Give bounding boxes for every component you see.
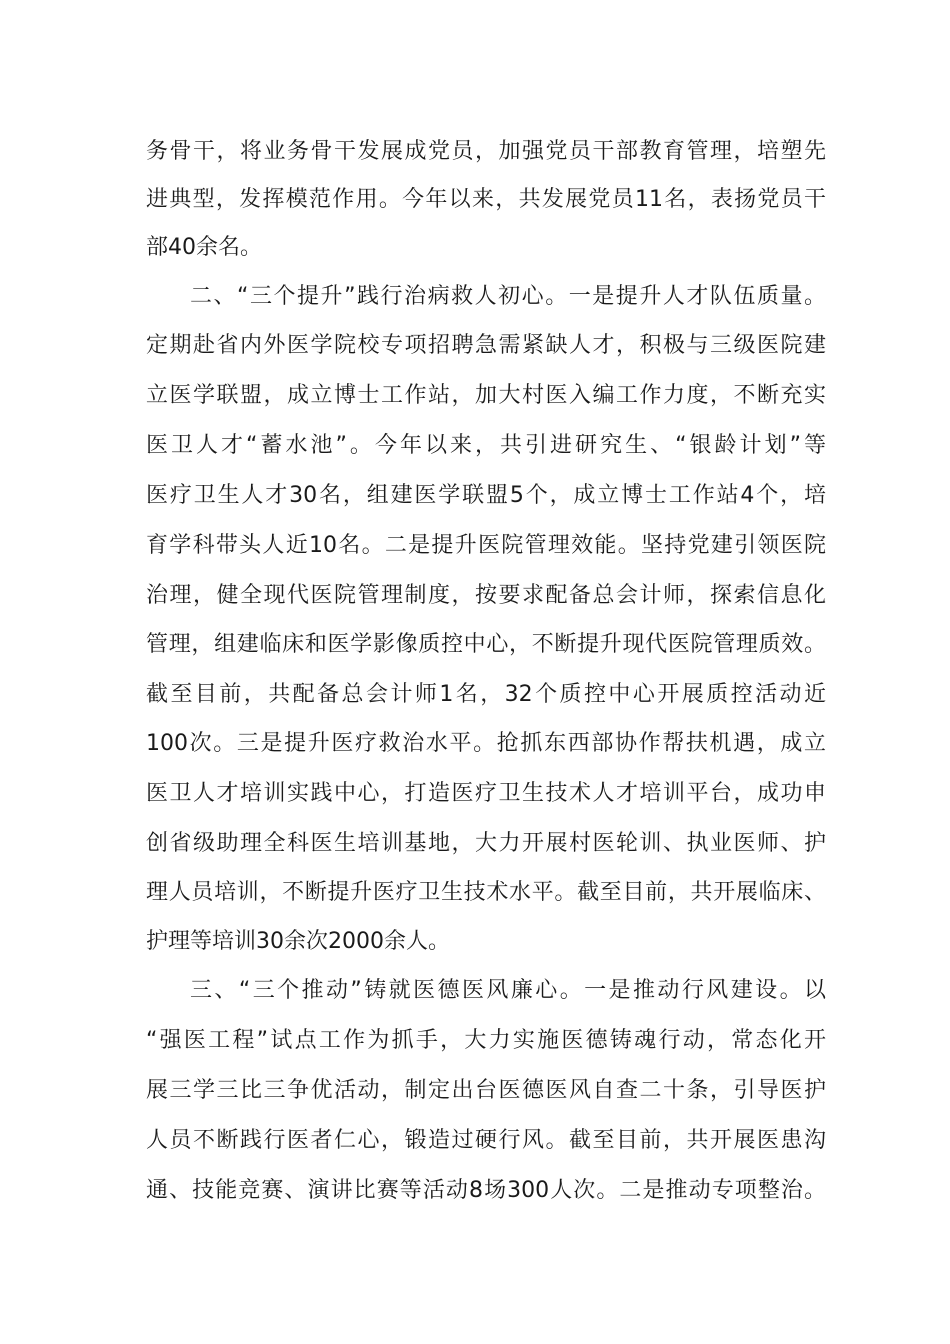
body-text-line: 进典型，发挥模范作用。今年以来，共发展党员11名，表扬党员干 <box>146 187 826 212</box>
body-text-line: 医卫人才“蓄水池”。今年以来，共引进研究生、“银龄计划”等 <box>146 433 826 458</box>
body-text-line: 护理等培训30余次2000余人。 <box>146 929 450 954</box>
body-text-line: 管理，组建临床和医学影像质控中心，不断提升现代医院管理质效。 <box>146 632 826 657</box>
body-text-line: 医疗卫生人才30名，组建医学联盟5个，成立博士工作站4个，培 <box>146 483 826 508</box>
body-text-line: 人员不断践行医者仁心，锻造过硬行风。截至目前，共开展医患沟 <box>146 1128 826 1153</box>
body-text-line: 部40余名。 <box>146 235 262 260</box>
section-heading-line: 三、“三个推动”铸就医德医风廉心。一是推动行风建设。以 <box>190 978 826 1003</box>
body-text-line: 医卫人才培训实践中心，打造医疗卫生技术人才培训平台，成功申 <box>146 781 826 806</box>
body-text-line: 截至目前，共配备总会计师1名，32个质控中心开展质控活动近 <box>146 682 826 707</box>
body-text-line: 定期赴省内外医学院校专项招聘急需紧缺人才，积极与三级医院建 <box>146 333 826 358</box>
body-text-line: 100次。三是提升医疗救治水平。抢抓东西部协作帮扶机遇，成立 <box>146 731 826 756</box>
section-heading-line: 二、“三个提升”践行治病救人初心。一是提升人才队伍质量。 <box>190 284 826 309</box>
body-text-line: 务骨干，将业务骨干发展成党员，加强党员干部教育管理，培塑先 <box>146 139 826 164</box>
body-text-line: 育学科带头人近10名。二是提升医院管理效能。坚持党建引领医院 <box>146 533 826 558</box>
body-text-line: 治理，健全现代医院管理制度，按要求配备总会计师，探索信息化 <box>146 583 826 608</box>
body-text-line: “强医工程”试点工作为抓手，大力实施医德铸魂行动，常态化开 <box>146 1028 826 1053</box>
body-text-line: 创省级助理全科医生培训基地，大力开展村医轮训、执业医师、护 <box>146 831 826 856</box>
body-text-line: 展三学三比三争优活动，制定出台医德医风自查二十条，引导医护 <box>146 1078 826 1103</box>
body-text-line: 立医学联盟，成立博士工作站，加大村医入编工作力度，不断充实 <box>146 383 826 408</box>
body-text-line: 通、技能竞赛、演讲比赛等活动8场300人次。二是推动专项整治。 <box>146 1178 826 1203</box>
body-text-line: 理人员培训，不断提升医疗卫生技术水平。截至目前，共开展临床、 <box>146 880 826 905</box>
